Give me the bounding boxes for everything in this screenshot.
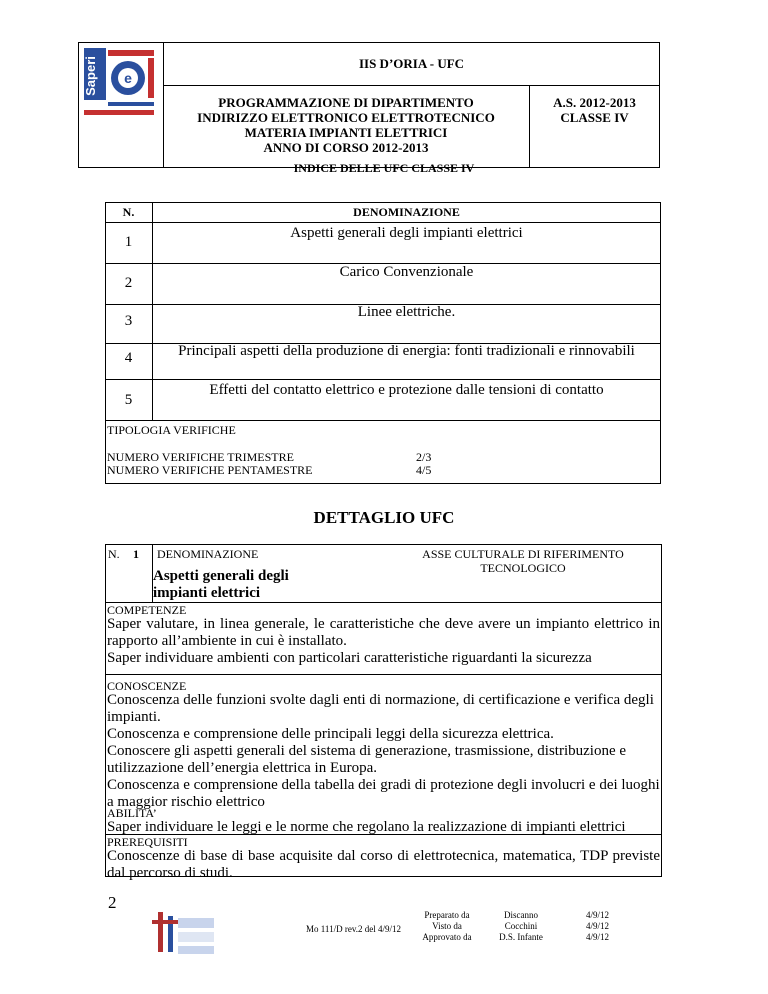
detail-n-value: 1: [133, 547, 139, 561]
footer-role: Approvato da: [422, 932, 472, 942]
program-block: [163, 95, 529, 155]
asse-line: TECNOLOGICO: [480, 561, 566, 575]
index-row-name: Linee elettriche.: [357, 304, 456, 320]
index-row-name: Effetti del contatto elettrico e protezione dalle tensioni di contatto: [209, 382, 604, 398]
detail-row-line: [105, 674, 662, 675]
index-row-n: 5: [124, 392, 133, 408]
program-line: MATERIA IMPIANTI ELETTRICI: [244, 125, 448, 140]
program-line: PROGRAMMAZIONE DI DIPARTIMENTO: [218, 95, 474, 110]
conoscenze-line: Conoscenza e comprensione delle principali leggi della sicurezza elettrica.: [107, 726, 554, 742]
footer-date: 4/9/12: [586, 921, 610, 931]
footer-names: [490, 910, 552, 943]
prerequisiti-title: PREREQUISITI: [107, 835, 188, 849]
header-divider-row: [163, 85, 660, 86]
index-row-n: 1: [124, 234, 133, 250]
index-row-name: Aspetti generali degli impianti elettrici: [290, 225, 523, 241]
verifiche-label: NUMERO VERIFICHE TRIMESTRE: [107, 450, 294, 464]
detail-denominazione-label: DENOMINAZIONE: [157, 547, 259, 561]
abilita-title: ABILITA’: [107, 806, 157, 820]
index-row-n: 2: [124, 275, 133, 291]
index-row-line: [105, 222, 661, 223]
index-row-name: Carico Convenzionale: [339, 264, 474, 280]
index-row-name: Principali aspetti della produzione di energia: fonti tradizionali e rinnovabili: [178, 343, 635, 359]
footer-roles: [412, 910, 482, 943]
prerequisiti-body: Conoscenze di base di base acquisite dal corso di elettrotecnica, matematica, TDP previste dal percorso di studi.: [107, 848, 660, 881]
school-logo: [82, 46, 158, 118]
detail-ufc-name: Aspetti generali degli impianti elettrici: [153, 568, 289, 601]
footer-logo: [148, 908, 220, 958]
svg-text:e: e: [124, 70, 132, 86]
footer-date: 4/9/12: [586, 932, 610, 942]
abilita-body: Saper individuare le leggi e le norme che regolano la realizzazione di impianti elettrici: [107, 819, 626, 835]
verifiche-title: TIPOLOGIA VERIFICHE: [107, 423, 236, 437]
svg-text:Saperi: Saperi: [83, 56, 98, 96]
index-col-name-header: DENOMINAZIONE: [353, 205, 460, 219]
competenze-line: Saper individuare ambienti con particolari caratteristiche riguardanti la sicurezza: [107, 650, 592, 666]
verifiche-label: NUMERO VERIFICHE PENTAMESTRE: [107, 463, 313, 477]
conoscenze-line: Conoscenza e comprensione della tabella dei gradi di protezione degli involucri e dei luoghi a maggior rischio elettrico: [107, 777, 660, 810]
index-row-n: 4: [124, 350, 133, 366]
conoscenze-title: CONOSCENZE: [107, 679, 187, 693]
conoscenze-body: [107, 692, 660, 811]
year-line: A.S. 2012-2013: [553, 95, 636, 110]
competenze-line: Saper valutare, in linea generale, le caratteristiche che deve avere un impianto elettrico in rapporto all’ambiente in cui è installato.: [107, 616, 660, 649]
footer-name: Cocchini: [504, 921, 538, 931]
verifiche-value: 2/3: [416, 450, 432, 464]
conoscenze-line: Conoscere gli aspetti generali del sistema di generazione, trasmissione, distribuzione e utilizzazione dell’energia elettrica in Europa.: [107, 743, 627, 776]
asse-block: [385, 547, 661, 575]
detail-title: DETTAGLIO UFC: [313, 508, 455, 527]
index-row-line: [105, 379, 661, 380]
verifiche-value: 4/5: [416, 463, 432, 477]
footer-doc-code: Mo 111/D rev.2 del 4/9/12: [306, 924, 401, 934]
year-line: CLASSE IV: [560, 110, 629, 125]
index-col-n-header: N.: [122, 205, 135, 219]
conoscenze-line: Conoscenza delle funzioni svolte dagli enti di normazione, di certificazione e verifica degli impianti.: [107, 692, 654, 725]
footer-name: D.S. Infante: [499, 932, 543, 942]
footer-dates: [586, 910, 626, 943]
year-block: [529, 95, 660, 125]
detail-row-line: [105, 602, 662, 603]
footer-name: Discanno: [504, 910, 538, 920]
footer-date: 4/9/12: [586, 910, 610, 920]
index-row-line: [105, 420, 661, 421]
footer-role: Visto da: [432, 921, 462, 931]
program-line: ANNO DI CORSO 2012-2013: [263, 140, 429, 155]
asse-line: ASSE CULTURALE DI RIFERIMENTO: [422, 547, 624, 561]
footer-role: Preparato da: [424, 910, 470, 920]
detail-n-label: N.: [108, 547, 120, 561]
competenze-body: [107, 616, 660, 667]
program-line: INDIRIZZO ELETTRONICO ELETTROTECNICO: [197, 110, 495, 125]
school-title: IIS D’ORIA - UFC: [358, 56, 465, 71]
index-row-n: 3: [124, 313, 133, 329]
competenze-title: COMPETENZE: [107, 603, 187, 617]
page-number: 2: [108, 893, 117, 912]
index-title: INDICE DELLE UFC CLASSE IV: [293, 161, 475, 175]
